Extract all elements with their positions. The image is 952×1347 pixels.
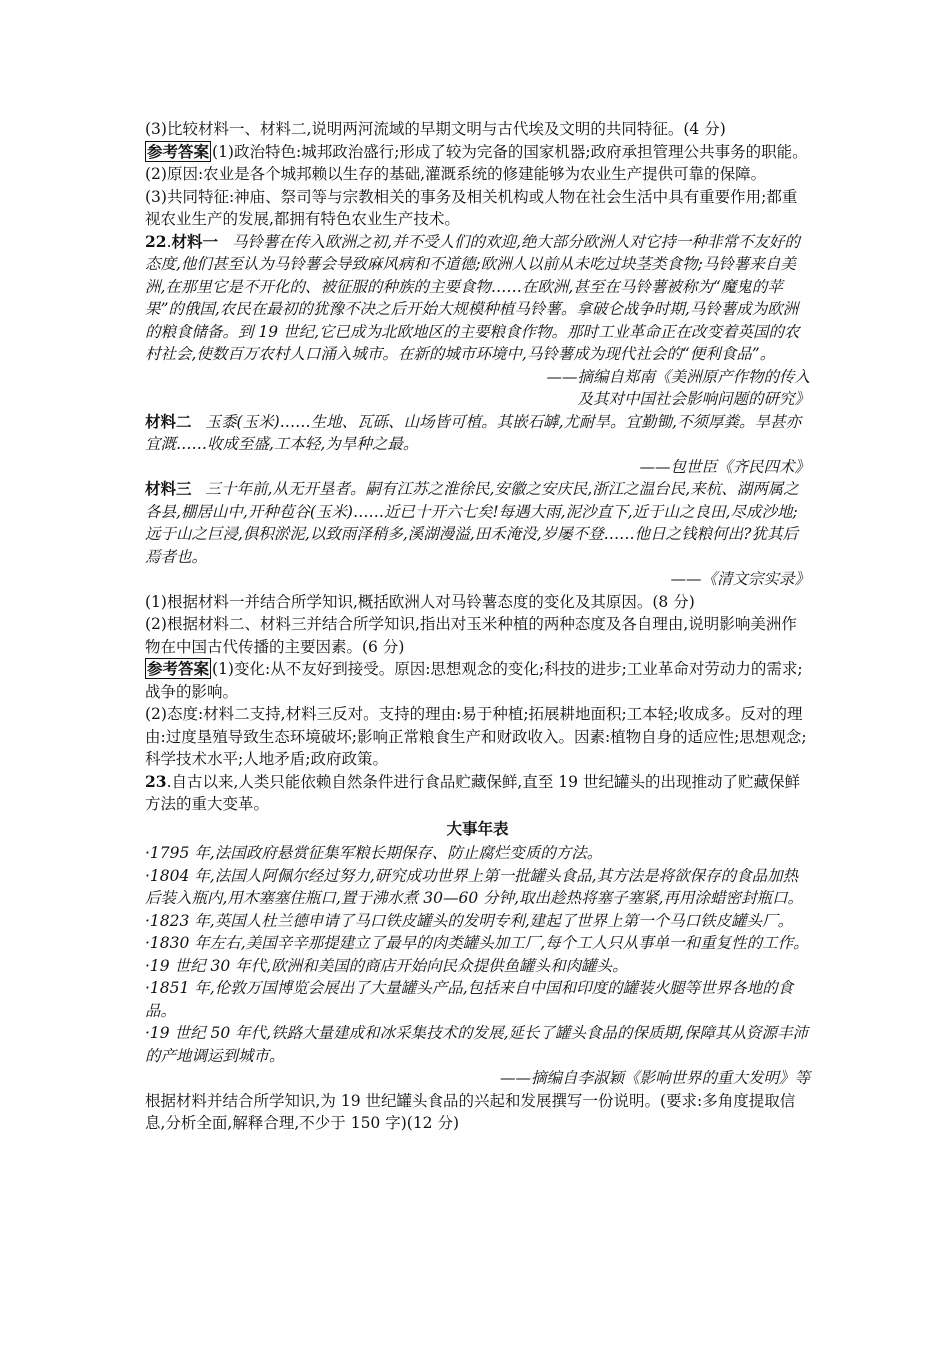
q21-part3: (3)比较材料一、材料二,说明两河流域的早期文明与古代埃及文明的共同特征。(4 分) <box>145 120 726 138</box>
q21-answer-1: 参考答案 (1)政治特色:城邦政治盛行;形成了较为完备的国家机器;政府承担管理公共事务的职能。 <box>147 141 808 161</box>
timeline-event: ·1830 年左右,美国辛辛那提建立了最早的肉类罐头加工厂,每个工人只从事单一和重复性的工作。 <box>145 934 809 952</box>
timeline-source: ——摘编自李淑颖《影响世界的重大发明》等 <box>499 1069 810 1087</box>
timeline-event: ·1795 年,法国政府悬赏征集军粮长期保存、防止腐烂变质的方法。 <box>145 844 603 862</box>
q22-question-2: (2)根据材料二、材料三并结合所学知识,指出对玉米种植的两种态度及各自理由,说明影响美洲作物在中国古代传播的主要因素。(6 分) <box>145 615 797 656</box>
q22-answer-1: 参考答案 (1)变化:从不友好到接受。原因:思想观念的变化;科技的进步;工业革命对劳动力的需求;战争的影响。 <box>145 659 803 701</box>
timeline-event: ·1804 年,法国人阿佩尔经过努力,研究成功世界上第一批罐头食品,其方法是将欲保存的食品加热后装入瓶内,用木塞塞住瓶口,置于沸水煮 30—60 分钟,取出趁热将塞子塞紧,再用涂蜡密封瓶口。 <box>145 866 804 907</box>
q21-answer-3: (3)共同特征:神庙、祭司等与宗教相关的事务及相关机构或人物在社会生活中具有重要作用;都重视农业生产的发展,都拥有特色农业生产技术。 <box>145 187 798 228</box>
q21-answer-2: (2)原因:农业是各个城邦赖以生存的基础,灌溉系统的修建能够为农业生产提供可靠的保障。 <box>145 165 767 183</box>
q22-material-3: 材料三 三十年前,从无开垦者。嗣有江苏之淮徐民,安徽之安庆民,浙江之温台民,来杭、湖两属之各县,棚居山中,开种苞谷(玉米)……近已十开六七矣!每遇大雨,泥沙直下,近于山之良田,尽成沙地;远于山之巨浸,俱积淤泥,以致雨泽稍多,溪湖漫溢,田禾淹没,岁屡不登……他日之钱粮何出?犹其后焉者也。 <box>145 479 799 566</box>
q22-material-1-source-1: ——摘编自郑南《美洲原产作物的传入 <box>546 367 810 386</box>
answer-label: 参考答案 <box>147 659 210 678</box>
q22-material-2: 材料二 玉黍(玉米)……生地、瓦砾、山场皆可植。其嵌石罅,尤耐旱。宜勤锄,不须厚粪。旱甚亦宜溉……收成至盛,工本轻,为旱种之最。 <box>145 411 801 453</box>
q22-material-3-source: ——《清文宗实录》 <box>670 570 810 588</box>
q22-material-2-source: ——包世臣《齐民四术》 <box>639 457 810 476</box>
q23-task: 根据材料并结合所学知识,为 19 世纪罐头食品的兴起和发展撰写一份说明。(要求:多角度提取信息,分析全面,解释合理,不少于 150 字)(12 分) <box>145 1091 796 1132</box>
timeline-event: ·1851 年,伦敦万国博览会展出了大量罐头产品,包括来自中国和印度的罐装火腿等世界各地的食品。 <box>145 979 794 1020</box>
answer-label: 参考答案 <box>147 141 210 161</box>
q22-material-1-source-2: 及其对中国社会影响问题的研究》 <box>577 390 810 408</box>
q22-material-1: 22.材料一 马铃薯在传入欧洲之初,并不受人们的欢迎,绝大部分欧洲人对它持一种非常不友好的态度,他们甚至认为马铃薯会导致麻风病和不道德;欧洲人以前从未吃过块茎类食物;马铃薯来自美洲,在那里它是不开化的、被征服的种族的主要食物……在欧洲,甚至在马铃薯被称为“魔鬼的苹果”的俄国,农民在最初的犹豫不决之后开始大规模种植马铃薯。拿破仑战争时期,马铃薯成为欧洲的粮食储备。到 19 世纪,它已成为北欧地区的主要粮食作物。那时工业革命正在改变着英国的农村社会,使数百万农村人口涌入城市。在新的城市环境中,马铃薯成为现代社会的“便利食品”。 <box>145 231 800 363</box>
timeline-event: ·1823 年,英国人杜兰德申请了马口铁皮罐头的发明专利,建起了世界上第一个马口铁皮罐头厂。 <box>145 911 794 930</box>
q23-intro: 23.自古以来,人类只能依赖自然条件进行食品贮藏保鲜,直至 19 世纪罐头的出现推动了贮藏保鲜方法的重大变革。 <box>145 771 800 813</box>
timeline-title: 大事年表 <box>446 819 509 838</box>
timeline-event: ·19 世纪 50 年代,铁路大量建成和冰采集技术的发展,延长了罐头食品的保质期,保障其从资源丰沛的产地调运到城市。 <box>145 1024 808 1065</box>
timeline-event: ·19 世纪 30 年代,欧洲和美国的商店开始向民众提供鱼罐头和肉罐头。 <box>145 956 628 975</box>
exam-page <box>145 118 810 1135</box>
q22-question-1: (1)根据材料一并结合所学知识,概括欧洲人对马铃薯态度的变化及其原因。(8 分) <box>145 592 695 611</box>
q22-answer-2: (2)态度:材料二支持,材料三反对。支持的理由:易于种植;拓展耕地面积;工本轻;收成多。反对的理由:过度垦殖导致生态环境破坏;影响正常粮食生产和财政收入。因素:植物自身的适应性;思想观念;科学技术水平;人地矛盾;政府政策。 <box>145 705 807 768</box>
